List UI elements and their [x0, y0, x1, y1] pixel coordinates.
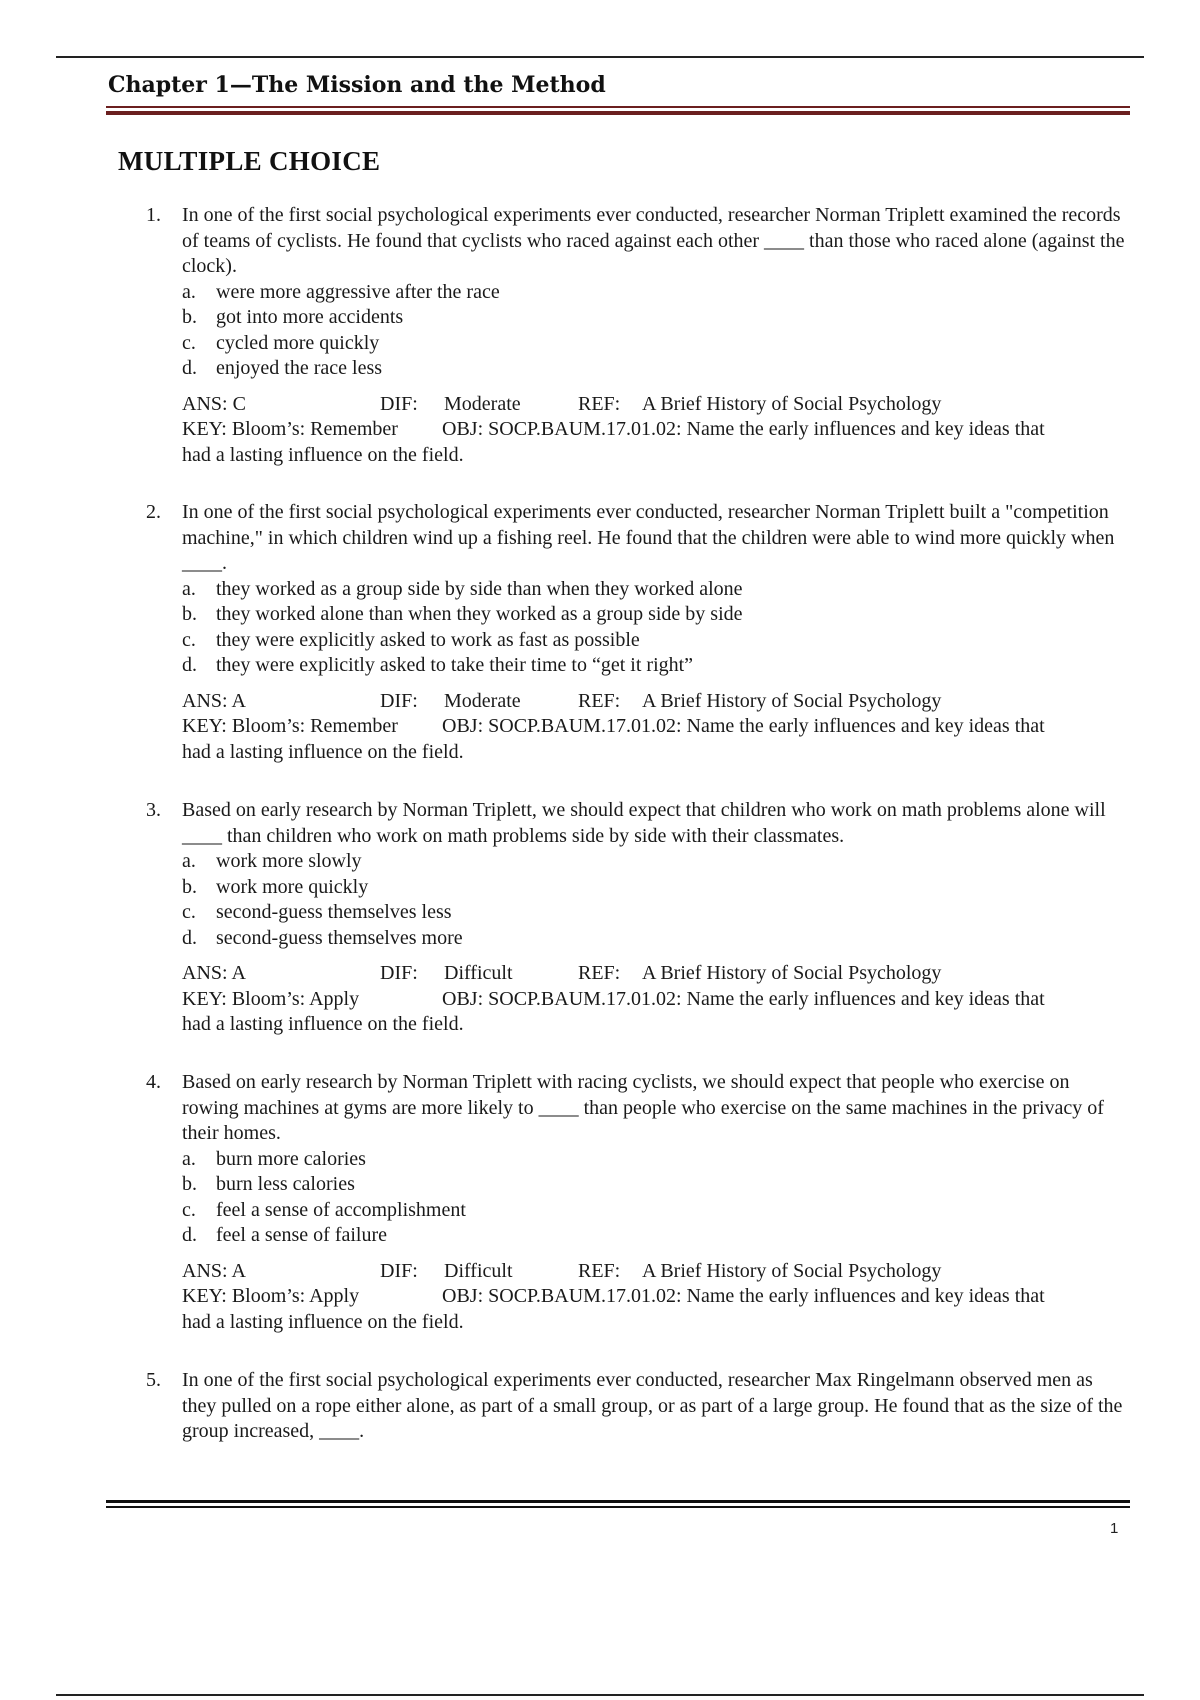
option-letter: d.: [182, 654, 197, 676]
difficulty-label: DIF:: [380, 962, 418, 984]
objective-continued: had a lasting influence on the field.: [182, 740, 464, 763]
option-text: they were explicitly asked to work as fast as possible: [216, 628, 640, 651]
title-rule-thick: [106, 111, 1130, 115]
option-letter: b.: [182, 1173, 197, 1195]
option-text: got into more accidents: [216, 306, 404, 328]
option-text: second-guess themselves less: [216, 901, 452, 923]
question-number: 4.: [146, 1071, 161, 1093]
option-letter: d.: [182, 926, 197, 949]
answer-metadata: [182, 689, 1126, 766]
page-number: 1: [1110, 1520, 1119, 1537]
footer-rule-thick: [106, 1500, 1130, 1503]
objective: OBJ: SOCP.BAUM.17.01.02: Name the early influences and key ideas that: [442, 715, 1045, 737]
question-text: Based on early research by Norman Triplett, we should expect that children who work on math problems alone will ____ than children who work on math problems side by side with their classmates.: [182, 799, 1106, 847]
option-a: [182, 849, 1126, 875]
option-text: burn more calories: [216, 1147, 366, 1170]
blooms-key: KEY: Bloom’s: Apply: [182, 1285, 360, 1307]
answer-metadata: [182, 392, 1126, 469]
reference-label: REF:: [578, 1259, 621, 1282]
option-text: were more aggressive after the race: [216, 280, 500, 303]
question-text: In one of the first social psychological experiments ever conducted, researcher Norman Triplett built a "competition machine," in which children wind up a fishing reel. He found that the children were able to wind more quickly when ____.: [182, 501, 1115, 574]
blooms-key: KEY: Bloom’s: Remember: [182, 418, 398, 440]
footer-rule-thin: [106, 1506, 1130, 1508]
objective: OBJ: SOCP.BAUM.17.01.02: Name the early influences and key ideas that: [442, 1285, 1045, 1307]
answer-options: [182, 1147, 1126, 1249]
option-b: [182, 305, 1126, 331]
option-d: [182, 653, 1126, 679]
page-bottom-rule: [56, 1694, 1144, 1696]
option-c: [182, 900, 1126, 926]
option-text: cycled more quickly: [216, 331, 380, 354]
option-text: work more quickly: [216, 875, 369, 898]
section-heading: MULTIPLE CHOICE: [118, 146, 381, 176]
question-1: [146, 203, 1126, 468]
difficulty-label: DIF:: [380, 689, 418, 712]
question-number: 5.: [146, 1369, 161, 1391]
chapter-title: Chapter 1—The Mission and the Method: [108, 72, 606, 98]
objective-continued: had a lasting influence on the field.: [182, 1310, 464, 1333]
option-text: they worked as a group side by side than when they worked alone: [216, 577, 743, 600]
option-letter: a.: [182, 280, 196, 303]
question-number: 1.: [146, 204, 161, 226]
option-text: feel a sense of failure: [216, 1224, 388, 1246]
blooms-key: KEY: Bloom’s: Apply: [182, 987, 360, 1010]
reference-label: REF:: [578, 689, 621, 712]
objective: OBJ: SOCP.BAUM.17.01.02: Name the early influences and key ideas that: [442, 418, 1045, 440]
option-b: [182, 875, 1126, 901]
objective-continued: had a lasting influence on the field.: [182, 1013, 464, 1035]
option-d: [182, 926, 1126, 952]
answer-key: ANS: A: [182, 962, 246, 984]
answer-key: ANS: C: [182, 392, 246, 415]
question-3: [146, 798, 1126, 1038]
option-a: [182, 577, 1126, 603]
option-text: work more slowly: [216, 850, 362, 872]
title-rule-thin: [106, 106, 1130, 108]
reference-value: A Brief History of Social Psychology: [642, 1259, 942, 1282]
answer-options: [182, 577, 1126, 679]
answer-key: ANS: A: [182, 689, 246, 712]
option-d: [182, 356, 1126, 382]
difficulty-label: DIF:: [380, 392, 418, 415]
option-c: [182, 1198, 1126, 1224]
option-a: [182, 280, 1126, 306]
option-letter: b.: [182, 875, 197, 898]
option-letter: d.: [182, 1224, 197, 1246]
option-letter: b.: [182, 603, 197, 625]
question-text: In one of the first social psychological experiments ever conducted, researcher Max Ringelmann observed men as they pulled on a rope either alone, as part of a small group, or as part of a large group. He found that as the size of the group increased, ____.: [182, 1369, 1123, 1442]
option-c: [182, 331, 1126, 357]
option-text: they worked alone than when they worked as a group side by side: [216, 603, 743, 625]
reference-value: A Brief History of Social Psychology: [642, 689, 942, 712]
question-number: 3.: [146, 799, 161, 821]
answer-options: [182, 280, 1126, 382]
question-2: [146, 500, 1126, 765]
option-letter: c.: [182, 1198, 196, 1221]
answer-key: ANS: A: [182, 1259, 246, 1282]
question-text: In one of the first social psychological experiments ever conducted, researcher Norman Triplett examined the records of teams of cyclists. He found that cyclists who raced against each other ____ than those who raced alone (against the clock).: [182, 204, 1125, 277]
difficulty-value: Moderate: [444, 689, 521, 712]
difficulty-value: Moderate: [444, 392, 521, 415]
answer-options: [182, 849, 1126, 951]
objective: OBJ: SOCP.BAUM.17.01.02: Name the early influences and key ideas that: [442, 987, 1045, 1010]
option-letter: c.: [182, 901, 196, 923]
reference-value: A Brief History of Social Psychology: [642, 962, 942, 984]
difficulty-value: Difficult: [444, 1259, 513, 1282]
option-b: [182, 602, 1126, 628]
difficulty-value: Difficult: [444, 962, 513, 984]
question-5: [146, 1368, 1126, 1445]
option-text: they were explicitly asked to take their time to “get it right”: [216, 654, 694, 676]
option-text: burn less calories: [216, 1173, 355, 1195]
option-text: enjoyed the race less: [216, 357, 383, 379]
answer-metadata: [182, 961, 1126, 1038]
option-letter: a.: [182, 850, 196, 872]
option-letter: c.: [182, 331, 196, 354]
blooms-key: KEY: Bloom’s: Remember: [182, 715, 398, 737]
option-b: [182, 1172, 1126, 1198]
option-letter: d.: [182, 357, 197, 379]
option-letter: a.: [182, 1147, 196, 1170]
question-number: 2.: [146, 501, 161, 523]
objective-continued: had a lasting influence on the field.: [182, 443, 464, 466]
answer-metadata: [182, 1259, 1126, 1336]
option-letter: b.: [182, 306, 197, 328]
option-letter: c.: [182, 628, 196, 651]
page-top-rule: [56, 56, 1144, 58]
option-text: feel a sense of accomplishment: [216, 1198, 466, 1221]
reference-label: REF:: [578, 962, 621, 984]
option-a: [182, 1147, 1126, 1173]
option-letter: a.: [182, 577, 196, 600]
option-text: second-guess themselves more: [216, 926, 463, 949]
question-text: Based on early research by Norman Triplett with racing cyclists, we should expect that people who exercise on rowing machines at gyms are more likely to ____ than people who exercise on the same machines in the privacy of their homes.: [182, 1071, 1104, 1144]
option-c: [182, 628, 1126, 654]
difficulty-label: DIF:: [380, 1259, 418, 1282]
option-d: [182, 1223, 1126, 1249]
reference-label: REF:: [578, 392, 621, 415]
question-4: [146, 1070, 1126, 1335]
reference-value: A Brief History of Social Psychology: [642, 392, 942, 415]
